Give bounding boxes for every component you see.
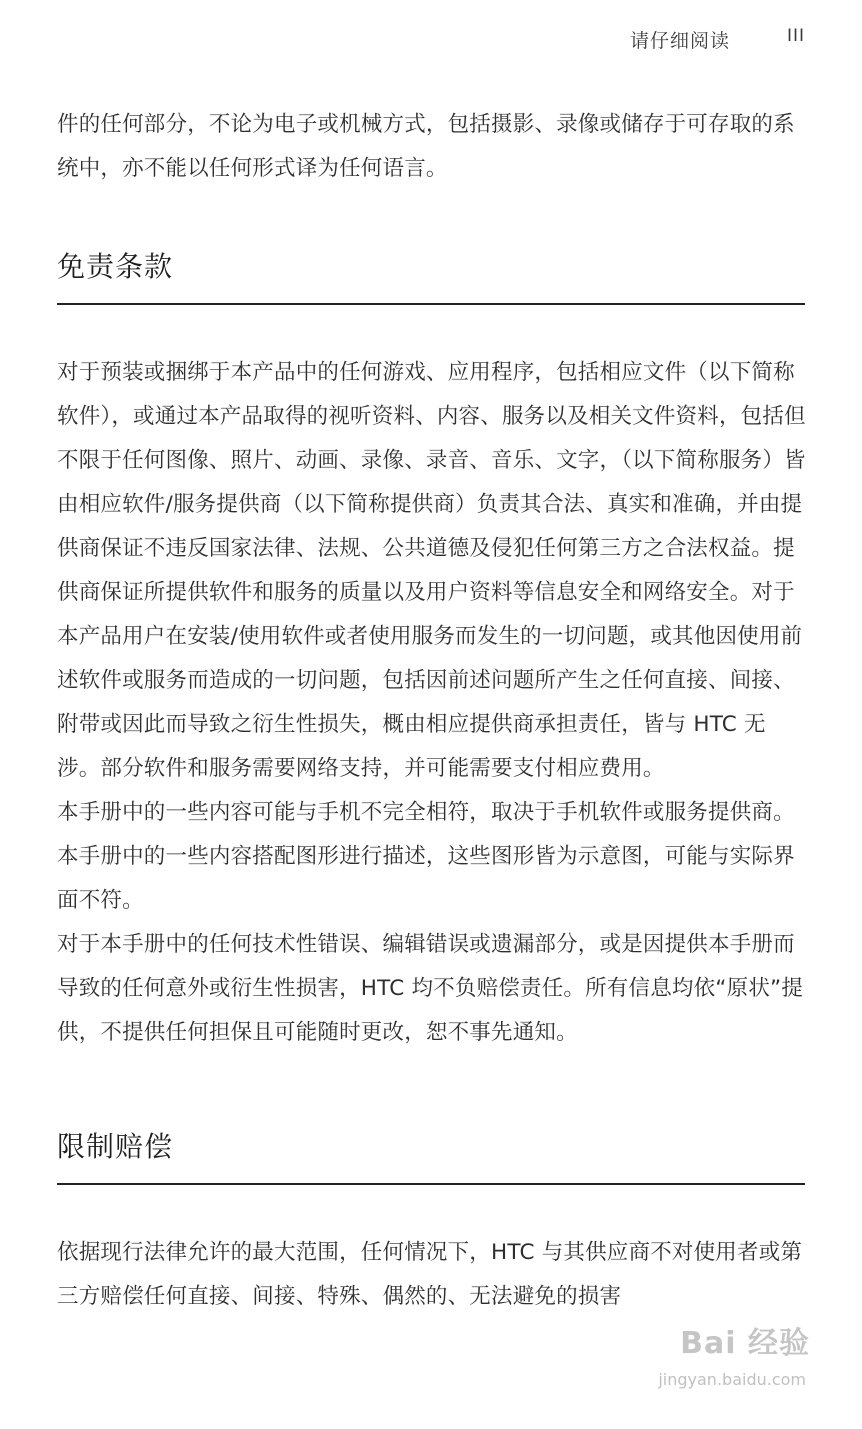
limitation-body: [57, 1231, 807, 1319]
section-divider: [57, 1183, 805, 1185]
disclaimer-paragraph: 对于预装或捆绑于本产品中的任何游戏、应用程序，包括相应文件（以下简称软件），或通过本产品取得的视听资料、内容、服务以及相关文件资料，包括但不限于任何图像、照片、动画、录像、录音、音乐、文字，（以下简称服务）皆由相应软件/服务提供商（以下简称提供商）负责其合法、真实和准确，并由提供商保证不违反国家法律、法规、公共道德及侵犯任何第三方之合法权益。提供商保证所提供软件和服务的质量以及用户资料等信息安全和网络安全。对于本产品用户在安装/使用软件或者使用服务而发生的一切问题，或其他因使用前述软件或服务而造成的一切问题，包括因前述问题所产生之任何直接、间接、附带或因此而导致之衍生性损失，概由相应提供商承担责任，皆与 HTC 无涉。部分软件和服务需要网络支持，并可能需要支付相应费用。: [57, 360, 806, 781]
disclaimer-section: [57, 247, 807, 1055]
disclaimer-title: 免责条款: [57, 250, 174, 283]
document-body: [57, 103, 807, 1319]
disclaimer-body: [57, 351, 807, 1055]
disclaimer-paragraph: 对于本手册中的任何技术性错误、编辑错误或遗漏部分，或是因提供本手册而导致的任何意外或衍生性损害，HTC 均不负赔偿责任。所有信息均依“原状”提供，不提供任何担保且可能随时更改，恕不事先通知。: [57, 932, 804, 1045]
disclaimer-paragraph: 本手册中的一些内容搭配图形进行描述，这些图形皆为示意图，可能与实际界面不符。: [57, 844, 795, 913]
page-header: [0, 26, 862, 54]
watermark-url: jingyan.baidu.com: [658, 1370, 806, 1389]
disclaimer-paragraph: 本手册中的一些内容可能与手机不完全相符，取决于手机软件或服务提供商。: [57, 800, 795, 825]
intro-paragraph: 件的任何部分，不论为电子或机械方式，包括摄影、录像或储存于可存取的系统中，亦不能以任何形式译为任何语言。: [57, 112, 795, 181]
header-title: 请仔细阅读: [629, 30, 730, 52]
limitation-title: 限制赔偿: [57, 1130, 174, 1163]
section-divider: [57, 303, 805, 305]
limitation-section: [57, 1127, 807, 1319]
watermark-logo: Bai 经验: [680, 1326, 810, 1361]
page-number: III: [786, 26, 805, 46]
limitation-paragraph: 依据现行法律允许的最大范围，任何情况下，HTC 与其供应商不对使用者或第三方赔偿任何直接、间接、特殊、偶然的、无法避免的损害: [57, 1240, 803, 1309]
